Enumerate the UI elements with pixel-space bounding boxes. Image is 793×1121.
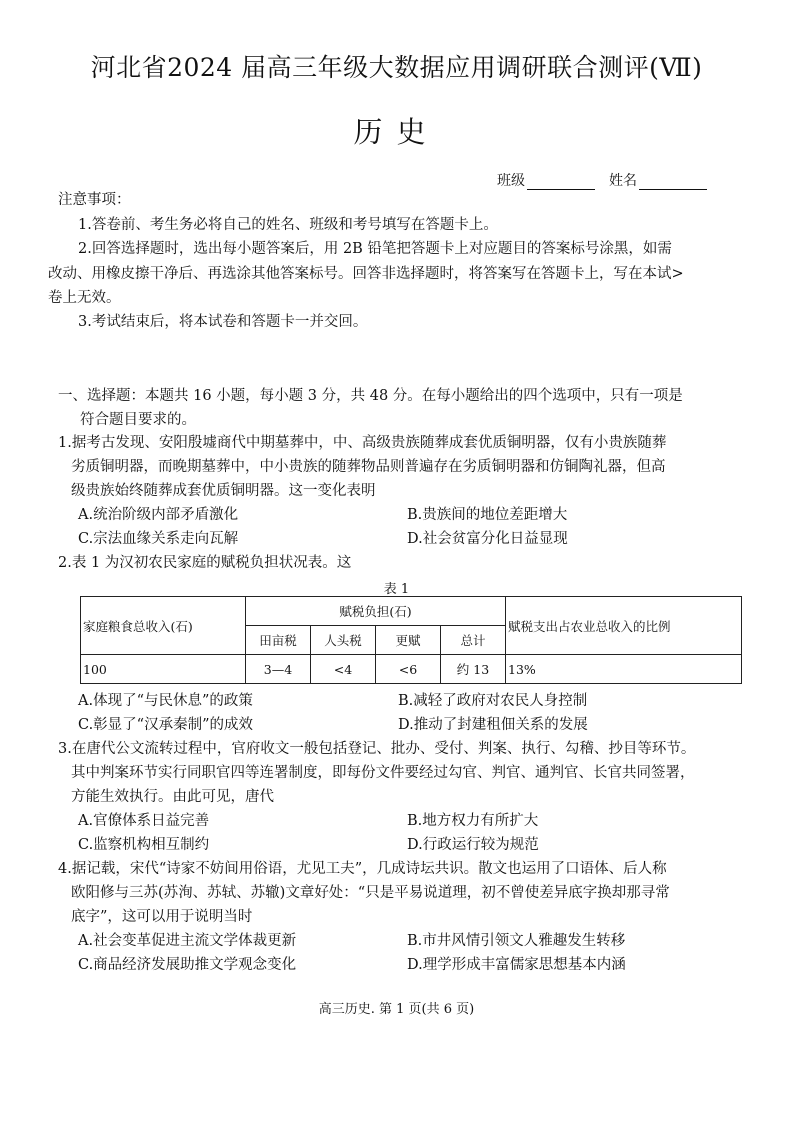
exam-title: 河北省2024 届高三年级大数据应用调研联合测评(Ⅶ) xyxy=(90,53,703,82)
q1-stem-line-3: 级贵族始终随葬成套优质铜明器。这一变化表明 xyxy=(71,483,376,499)
q2-option-a: A.体现了“与民休息”的政策 xyxy=(78,693,253,709)
q3-option-a: A.官僚体系日益完善 xyxy=(78,813,210,829)
q3-option-b: B.地方权力有所扩大 xyxy=(407,813,539,829)
q1-option-a: A.统治阶级内部矛盾激化 xyxy=(78,507,239,523)
table-cell: 13% xyxy=(506,655,742,684)
table-caption: 表 1 xyxy=(383,582,410,597)
notice-item-2-line-3: 卷上无效。 xyxy=(48,290,121,306)
q2-stem-line-1: 2.表 1 为汉初农民家庭的赋税负担状况表。这 xyxy=(58,555,352,571)
q3-stem-line-3: 方能生效执行。由此可见，唐代 xyxy=(71,789,274,805)
notice-heading: 注意事项： xyxy=(58,192,131,208)
q4-stem-line-1: 4.据记载，宋代“诗家不妨间用俗语，尤见工夫”，几成诗坛共识。散文也运用了口语体、后人称 xyxy=(58,861,667,877)
table-cell: 3—4 xyxy=(246,655,311,684)
q4-option-d: D.理学形成丰富儒家思想基本内涵 xyxy=(407,957,626,973)
name-label: 姓名 xyxy=(609,173,637,189)
q3-stem-line-2: 其中判案环节实行同职官四等连署制度，即每份文件要经过勾官、判官、通判官、长官共同签署， xyxy=(71,765,695,781)
table-header-income: 家庭粮食总收入(石) xyxy=(81,597,246,655)
q1-option-b: B.贵族间的地位差距增大 xyxy=(407,507,568,523)
notice-item-2-line-2: 改动、用橡皮擦干净后、再选涂其他答案标号。回答非选择题时，将答案写在答题卡上，写在本试> xyxy=(48,266,684,282)
q2-option-d: D.推动了封建租佃关系的发展 xyxy=(398,717,588,733)
section-heading-line-2: 符合题目要求的。 xyxy=(80,412,196,428)
q3-stem-line-1: 3.在唐代公文流转过程中，官府收文一般包括登记、批办、受付、判案、执行、勾稽、抄目等环节。 xyxy=(58,741,696,757)
q4-option-a: A.社会变革促进主流文学体裁更新 xyxy=(78,933,297,949)
q4-stem-line-3: 底字”，这可以用于说明当时 xyxy=(71,909,253,925)
table-subheader: 人头税 xyxy=(311,626,376,655)
q2-option-b: B.减轻了政府对农民人身控制 xyxy=(398,693,588,709)
q1-option-d: D.社会贫富分化日益显现 xyxy=(407,531,568,547)
class-blank xyxy=(527,175,595,190)
page-footer: 高三历史. 第 1 页(共 6 页) xyxy=(318,1002,475,1017)
q1-stem-line-1: 1.据考古发现、安阳殷墟商代中期墓葬中，中、高级贵族随葬成套优质铜明器，仅有小贵族随葬 xyxy=(58,435,667,451)
table-cell: <6 xyxy=(376,655,441,684)
subject-title: 历史 xyxy=(353,115,440,149)
q4-option-b: B.市井风情引领文人雅趣发生转移 xyxy=(407,933,626,949)
table-row xyxy=(81,655,742,684)
q1-stem-line-2: 劣质铜明器，而晚期墓葬中，中小贵族的随葬物品则普遍存在劣质铜明器和仿铜陶礼器，但高 xyxy=(71,459,666,475)
q4-option-c: C.商品经济发展助推文学观念变化 xyxy=(78,957,297,973)
table-subheader: 更赋 xyxy=(376,626,441,655)
class-label: 班级 xyxy=(497,173,525,189)
q3-option-c: C.监察机构相互制约 xyxy=(78,837,210,853)
tax-table xyxy=(80,596,742,684)
q2-option-c: C.彰显了“汉承秦制”的成效 xyxy=(78,717,254,733)
table-header-tax-group: 赋税负担(石) xyxy=(246,597,506,626)
notice-item-1: 1.答卷前、考生务必将自己的姓名、班级和考号填写在答题卡上。 xyxy=(78,217,498,233)
q4-stem-line-2: 欧阳修与三苏(苏洵、苏轼、苏辙)文章好处：“只是平易说道理，初不曾使差异底字换却那寻常 xyxy=(71,885,670,901)
table-subheader: 总计 xyxy=(441,626,506,655)
section-heading-line-1: 一、选择题：本题共 16 小题，每小题 3 分，共 48 分。在每小题给出的四个选项中，只有一项是 xyxy=(58,388,683,404)
q1-option-c: C.宗法血缘关系走向瓦解 xyxy=(78,531,239,547)
table-subheader: 田亩税 xyxy=(246,626,311,655)
table-cell: 100 xyxy=(81,655,246,684)
table-header-ratio: 赋税支出占农业总收入的比例 xyxy=(506,597,742,655)
notice-item-2-line-1: 2.回答选择题时，选出每小题答案后，用 2B 铅笔把答题卡上对应题目的答案标号涂黑，如需 xyxy=(78,241,672,257)
table-cell: 约 13 xyxy=(441,655,506,684)
name-blank xyxy=(639,175,707,190)
name-field xyxy=(609,170,707,190)
notice-item-3: 3.考试结束后，将本试卷和答题卡一并交回。 xyxy=(78,314,368,330)
q3-option-d: D.行政运行较为规范 xyxy=(407,837,539,853)
table-cell: <4 xyxy=(311,655,376,684)
class-field xyxy=(497,170,595,190)
